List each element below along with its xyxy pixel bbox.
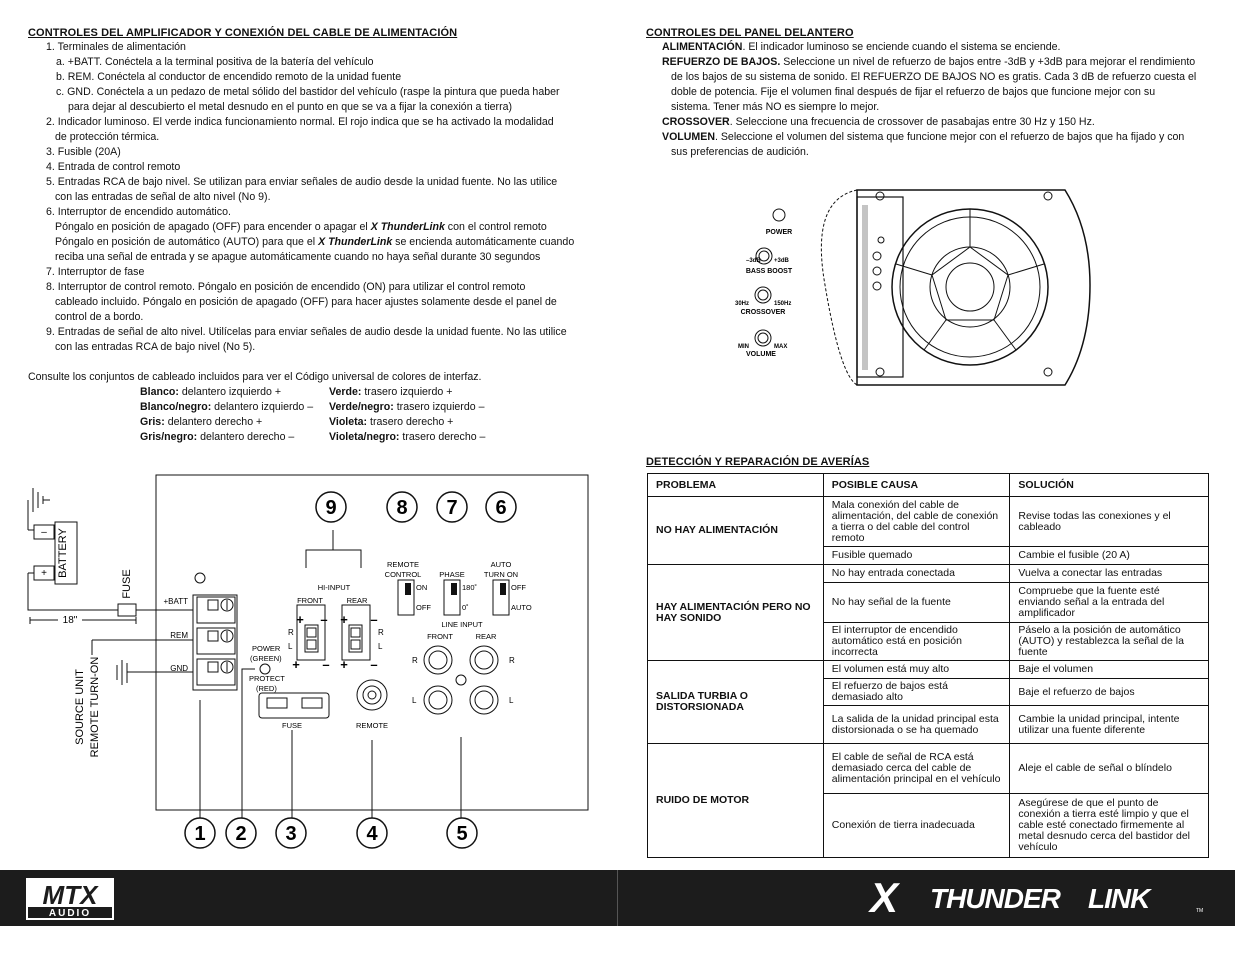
callout-7: 7 — [446, 497, 458, 519]
mtx-audio-logo — [26, 878, 114, 920]
switch-off-label: OFF — [416, 603, 431, 612]
table-header-row — [648, 474, 1209, 497]
logo-thunder: THUNDER — [930, 883, 1060, 914]
list-item: a. +BATT. Conéctela a la terminal positiva de la batería del vehículo — [56, 56, 374, 68]
power-label: POWER — [765, 229, 793, 236]
list-item: 6. Interruptor de encendido automático. — [46, 206, 231, 218]
crossover-150hz-label: 150Hz — [774, 301, 792, 307]
list-item: b. REM. Conéctela al conductor de encendido remoto de la unidad fuente — [56, 71, 402, 83]
battery-label: BATTERY — [57, 528, 69, 578]
problem-cell: SALIDA TURBIA O DISTORSIONADA — [648, 661, 824, 744]
auto-turn-on-label-2: TURN ON — [483, 570, 519, 579]
xthunderlink-logo — [868, 874, 1203, 921]
header-problem: PROBLEMA — [648, 474, 824, 497]
bass-plus-label: +3dB — [774, 258, 789, 264]
logo-tm: TM — [1196, 908, 1204, 914]
hi-minus-2: – — [370, 612, 378, 627]
remote-control-label-1: REMOTE — [386, 560, 420, 569]
cause-cell: El cable de señal de RCA está demasiado cerca del cable de alimentación principal en el vehículo — [823, 744, 1010, 794]
fuse-wire-label: FUSE — [121, 569, 133, 599]
list-item: 5. Entradas RCA de bajo nivel. Se utilizan para enviar señales de audio desde la unidad fuente. No las utilice — [46, 176, 558, 188]
remote-control-label-2: CONTROL — [384, 570, 422, 579]
cause-cell: La salida de la unidad principal esta distorsionada o se ha quemado — [823, 706, 1010, 744]
list-item: 3. Fusible (20A) — [46, 146, 121, 158]
amplifier-wiring-diagram — [0, 460, 610, 860]
crossover-30hz-label: 30Hz — [735, 301, 750, 307]
hi-front-label: FRONT — [297, 596, 323, 605]
hi-plus-2: + — [340, 612, 348, 627]
list-item: c. GND. Conéctela a un pedazo de metal sólido del bastidor del vehículo (raspe la pintura que pueda haber — [56, 86, 560, 98]
hi-minus-4: – — [370, 657, 378, 672]
hi-minus-3: – — [322, 657, 330, 672]
callout-1: 1 — [194, 823, 206, 845]
switch-on-label: ON — [416, 583, 428, 592]
solution-cell: Cambie el fusible (20 A) — [1010, 547, 1209, 565]
header-solution: SOLUCIÓN — [1010, 474, 1209, 497]
footer-logos — [0, 870, 1235, 926]
length-label: 18" — [62, 615, 78, 626]
front-panel-illustration — [720, 180, 1100, 400]
list-item: de los bajos de su sistema de sonido. El REFUERZO DE BAJOS NO es gratis. Cada 3 dB de refuerzo cuesta el — [671, 71, 1197, 83]
list-item: con las entradas RCA de bajo nivel (No 5). — [55, 341, 256, 353]
volume-max-label: MAX — [774, 344, 788, 350]
callout-6: 6 — [495, 497, 507, 519]
callout-5: 5 — [456, 823, 468, 845]
logo-x: X — [870, 874, 899, 921]
auto-label: AUTO — [511, 603, 532, 612]
rca-l-left: L — [412, 696, 417, 705]
list-item: 7. Interruptor de fase — [46, 266, 145, 278]
list-item: CROSSOVER. Seleccione una frecuencia de crossover de pasabajas entre 30 Hz y 150 Hz. — [662, 116, 1095, 128]
solution-cell: Vuelva a conectar las entradas — [1010, 565, 1209, 583]
hi-l-left: L — [288, 642, 293, 651]
cause-cell: Mala conexión del cable de alimentación, del cable de conexión a tierra o del cable del control remoto — [823, 497, 1010, 547]
battery-plus: + — [41, 568, 47, 579]
rca-r-left: R — [412, 656, 418, 665]
callout-9: 9 — [325, 497, 337, 519]
table-row — [648, 744, 1209, 794]
solution-cell: Compruebe que la fuente esté enviando señal a la entrada del amplificador — [1010, 583, 1209, 623]
remote-turn-on-label: REMOTE TURN-ON — [89, 656, 101, 758]
cause-cell: Conexión de tierra inadecuada — [823, 794, 1010, 858]
line-input-label: LINE INPUT — [441, 620, 483, 629]
protect-label: PROTECT — [249, 674, 285, 683]
line-rear-label: REAR — [475, 632, 497, 641]
list-item: control de a bordo. — [55, 311, 144, 323]
problem-cell: RUIDO DE MOTOR — [648, 744, 824, 858]
troubleshoot-table — [647, 473, 1209, 858]
cause-cell: Fusible quemado — [823, 547, 1010, 565]
list-item: para dejar al descubierto el metal desnudo en el punto en que se va a fijar la conexión a tierra) — [68, 101, 513, 113]
front-panel-heading: CONTROLES DEL PANEL DELANTERO — [646, 27, 854, 39]
front-panel-list — [662, 40, 1196, 160]
solution-cell: Baje el refuerzo de bajos — [1010, 679, 1209, 706]
list-item: 4. Entrada de control remoto — [46, 161, 181, 173]
list-item: con las entradas de señal de alto nivel (No 9). — [55, 191, 271, 203]
solution-cell: Páselo a la posición de automático (AUTO) y restablezca la señal de la fuente — [1010, 623, 1209, 661]
cause-cell: No hay señal de la fuente — [823, 583, 1010, 623]
gnd-terminal-label: GND — [170, 664, 188, 673]
hi-r-left: R — [288, 628, 294, 637]
table-row — [648, 497, 1209, 547]
volume-label: VOLUME — [746, 351, 776, 358]
color-code-col-2: Verde: trasero izquierdo + Verde/negro: trasero izquierdo – Violeta: trasero derecho + Violeta/negro: trasero derecho – — [329, 386, 486, 443]
callout-4: 4 — [366, 823, 378, 845]
color-code-col-1: Blanco: delantero izquierdo + Blanco/negro: delantero izquierdo – Gris: delantero derecho + Gris/negro: delantero derecho – — [140, 386, 314, 443]
green-label: (GREEN) — [250, 654, 282, 663]
line-front-label: FRONT — [427, 632, 453, 641]
battery-minus: – — [41, 527, 47, 538]
list-item: sus preferencias de audición. — [671, 146, 809, 158]
list-item: sistema. Tener más NO es siempre lo mejor. — [671, 101, 880, 113]
audio-logo-text: AUDIO — [48, 908, 92, 919]
hi-minus-1: – — [320, 612, 328, 627]
auto-turn-on-label-1: AUTO — [490, 560, 512, 569]
list-item: 1. Terminales de alimentación — [46, 41, 186, 53]
amp-controls-list — [28, 40, 574, 355]
logo-link: LINK — [1088, 883, 1150, 914]
bass-boost-label: BASS BOOST — [745, 268, 793, 275]
solution-cell: Cambie la unidad principal, intente utilizar una fuente diferente — [1010, 706, 1209, 744]
crossover-label: CROSSOVER — [740, 309, 786, 316]
list-item: 2. Indicador luminoso. El verde indica funcionamiento normal. El rojo indica que se ha activado la modalidad — [46, 116, 554, 128]
list-item: 8. Interruptor de control remoto. Póngalo en posición de encendido (ON) para utilizar el control remoto — [46, 281, 526, 293]
phase-0-label: 0˚ — [462, 603, 469, 612]
troubleshoot-heading: DETECCIÓN Y REPARACIÓN DE AVERÍAS — [646, 456, 870, 468]
footer-bar — [0, 870, 1235, 926]
source-unit-label: SOURCE UNIT — [74, 669, 86, 745]
volume-min-label: MIN — [738, 344, 749, 350]
cause-cell: El refuerzo de bajos está demasiado alto — [823, 679, 1010, 706]
hi-input-label: HI-INPUT — [317, 583, 351, 592]
list-item: Póngalo en posición de automático (AUTO) para que el X ThunderLink se encienda automáticamente cuando — [55, 236, 575, 248]
list-item: 9. Entradas de señal de alto nivel. Utilícelas para enviar señales de audio desde la unidad fuente. No las utilice — [46, 326, 567, 338]
hi-rear-label: REAR — [346, 596, 368, 605]
hi-plus-3: + — [292, 657, 300, 672]
list-item: de protección térmica. — [55, 131, 160, 143]
phase-label: PHASE — [439, 570, 465, 579]
fuse-holder-label: FUSE — [281, 721, 303, 730]
cause-cell: El interruptor de encendido automático está en posición incorrecta — [823, 623, 1010, 661]
callout-2: 2 — [235, 823, 247, 845]
problem-cell: HAY ALIMENTACIÓN PERO NO HAY SONIDO — [648, 565, 824, 661]
list-item: VOLUMEN. Seleccione el volumen del sistema que funcione mejor con el refuerzo de bajos que ha fijado y con — [662, 131, 1185, 143]
amp-controls-heading: CONTROLES DEL AMPLIFICADOR Y CONEXIÓN DEL CABLE DE ALIMENTACIÓN — [28, 27, 458, 39]
auto-off-label: OFF — [511, 583, 526, 592]
hi-r-right: R — [378, 628, 384, 637]
wiring-intro: Consulte los conjuntos de cableado incluidos para ver el Código universal de colores de interfaz. — [28, 371, 482, 383]
bass-minus-label: –3dB — [746, 258, 761, 264]
hi-l-right: L — [378, 642, 383, 651]
callout-8: 8 — [396, 497, 408, 519]
power-led-label: POWER — [252, 644, 281, 653]
rem-terminal-label: REM — [170, 631, 188, 640]
remote-jack-label: REMOTE — [355, 721, 389, 730]
solution-cell: Baje el volumen — [1010, 661, 1209, 679]
batt-terminal-label: +BATT — [163, 597, 188, 606]
list-item: cableado incluido. Póngalo en posición de apagado (OFF) para hacer ajustes solamente desde el panel de — [55, 296, 557, 308]
list-item: ALIMENTACIÓN. El indicador luminoso se enciende cuando el sistema se enciende. — [662, 41, 1061, 53]
red-label: (RED) — [256, 684, 277, 693]
list-item: Póngalo en posición de apagado (OFF) para encender o apagar el X ThunderLink con el control remoto — [55, 221, 547, 233]
problem-cell: NO HAY ALIMENTACIÓN — [648, 497, 824, 565]
list-item: REFUERZO DE BAJOS. Seleccione un nivel de refuerzo de bajos entre -3dB y +3dB para mejorar el rendimiento — [662, 56, 1196, 68]
phase-180-label: 180˚ — [462, 583, 478, 592]
solution-cell: Revise todas las conexiones y el cableado — [1010, 497, 1209, 547]
cause-cell: No hay entrada conectada — [823, 565, 1010, 583]
mtx-logo-text: MTX — [42, 880, 98, 910]
cause-cell: El volumen está muy alto — [823, 661, 1010, 679]
list-item: reciba una señal de entrada y se apague automáticamente cuando no haya señal durante 30 segundos — [55, 251, 541, 263]
table-row — [648, 661, 1209, 679]
list-item: doble de potencia. Fije el volumen final después de fijar el refuerzo de bajos que funcione mejor con su — [671, 86, 1156, 98]
rca-r-right: R — [509, 656, 515, 665]
solution-cell: Asegúrese de que el punto de conexión a tierra esté limpio y que el cable esté conectado firmemente al metal desnudo cerca del bastidor del vehículo — [1010, 794, 1209, 858]
hi-plus-1: + — [296, 612, 304, 627]
rca-l-right: L — [509, 696, 514, 705]
hi-plus-4: + — [340, 657, 348, 672]
header-cause: POSIBLE CAUSA — [823, 474, 1010, 497]
table-row — [648, 565, 1209, 583]
solution-cell: Aleje el cable de señal o blíndelo — [1010, 744, 1209, 794]
callout-3: 3 — [285, 823, 297, 845]
